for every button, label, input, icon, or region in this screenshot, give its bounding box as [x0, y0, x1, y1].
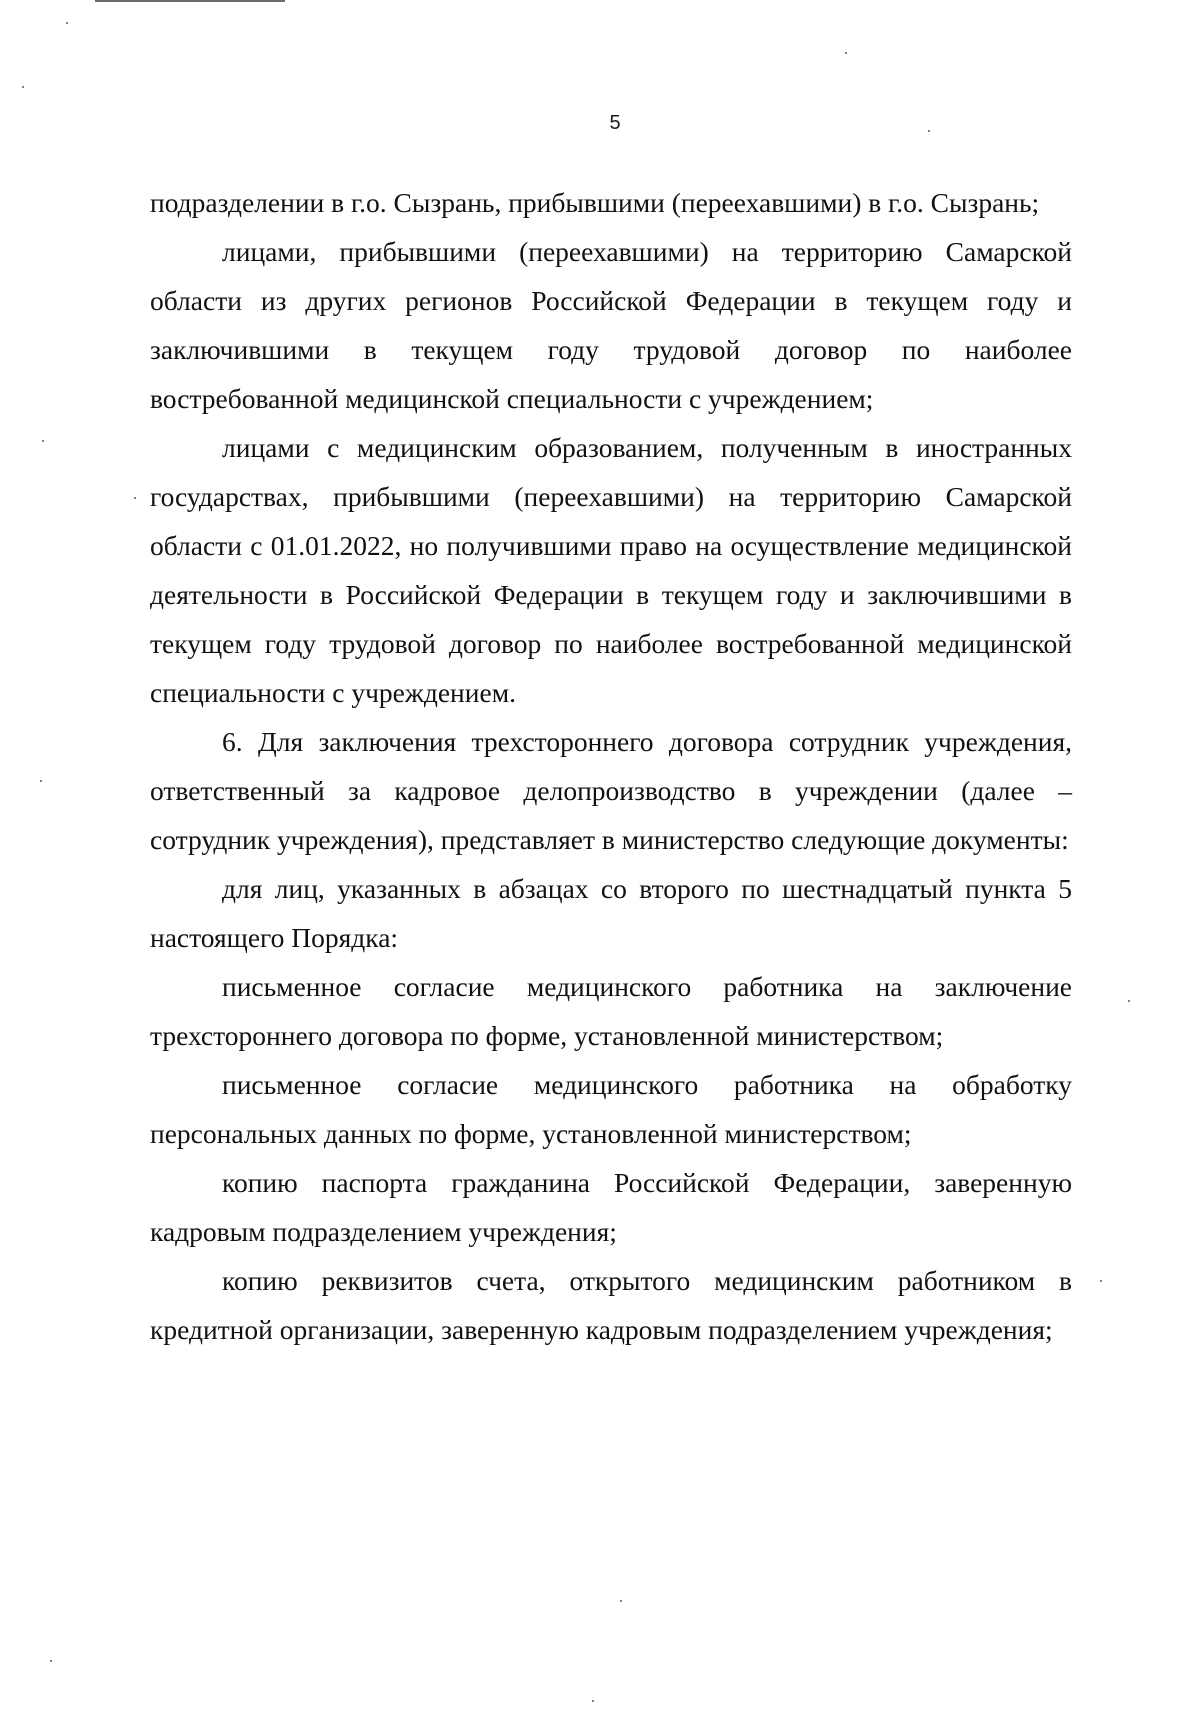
paragraph-consent-personal-data: письменное согласие медицинского работника на обработку персональных данных по форме, установленной министерством;	[150, 1069, 1072, 1149]
scan-top-rule	[95, 0, 285, 2]
scan-speck	[42, 440, 44, 442]
scan-speck	[22, 86, 24, 88]
scan-speck	[845, 52, 847, 54]
scan-speck	[134, 497, 136, 499]
paragraph-persons-listed: для лиц, указанных в абзацах со второго по шестнадцатый пункта 5 настоящего Порядка:	[150, 873, 1072, 953]
paragraph-relocated-persons: лицами, прибывшими (переехавшими) на территорию Самарской области из других регионов Российской Федерации в текущем году и заключившими в текущем году трудовой договор по наиболее востребованной медицинской специальности с учреждением;	[150, 236, 1072, 414]
scan-speck	[1128, 1000, 1130, 1002]
scan-speck	[592, 1700, 594, 1702]
paragraph-foreign-education: лицами с медицинским образованием, полученным в иностранных государствах, прибывшими (переехавшими) на территорию Самарской области с 01.01.2022, но получившими право на осуществление медицинской деятельности в Российской Федерации в текущем году и заключившими в текущем году трудовой договор по наиболее востребованной медицинской специальности с учреждением.	[150, 432, 1072, 708]
scan-speck	[928, 130, 930, 132]
paragraph-continuation: подразделении в г.о. Сызрань, прибывшими (переехавшими) в г.о. Сызрань;	[150, 187, 1040, 218]
paragraph-bank-details-copy: копию реквизитов счета, открытого медицинским работником в кредитной организации, заверенную кадровым подразделением учреждения;	[150, 1265, 1072, 1345]
scan-speck	[1100, 1280, 1102, 1282]
paragraph-item-6: 6. Для заключения трехстороннего договора сотрудник учреждения, ответственный за кадровое делопроизводство в учреждении (далее – сотрудник учреждения), представляет в министерство следующие документы:	[150, 726, 1072, 855]
scan-speck	[66, 22, 68, 24]
scan-speck	[50, 1660, 52, 1662]
page-number: 5	[609, 112, 621, 134]
document-body	[150, 178, 1072, 1354]
scan-speck	[40, 780, 42, 782]
paragraph-passport-copy: копию паспорта гражданина Российской Федерации, заверенную кадровым подразделением учреждения;	[150, 1167, 1072, 1247]
scan-speck	[620, 1600, 622, 1602]
paragraph-consent-contract: письменное согласие медицинского работника на заключение трехстороннего договора по форме, установленной министерством;	[150, 971, 1072, 1051]
